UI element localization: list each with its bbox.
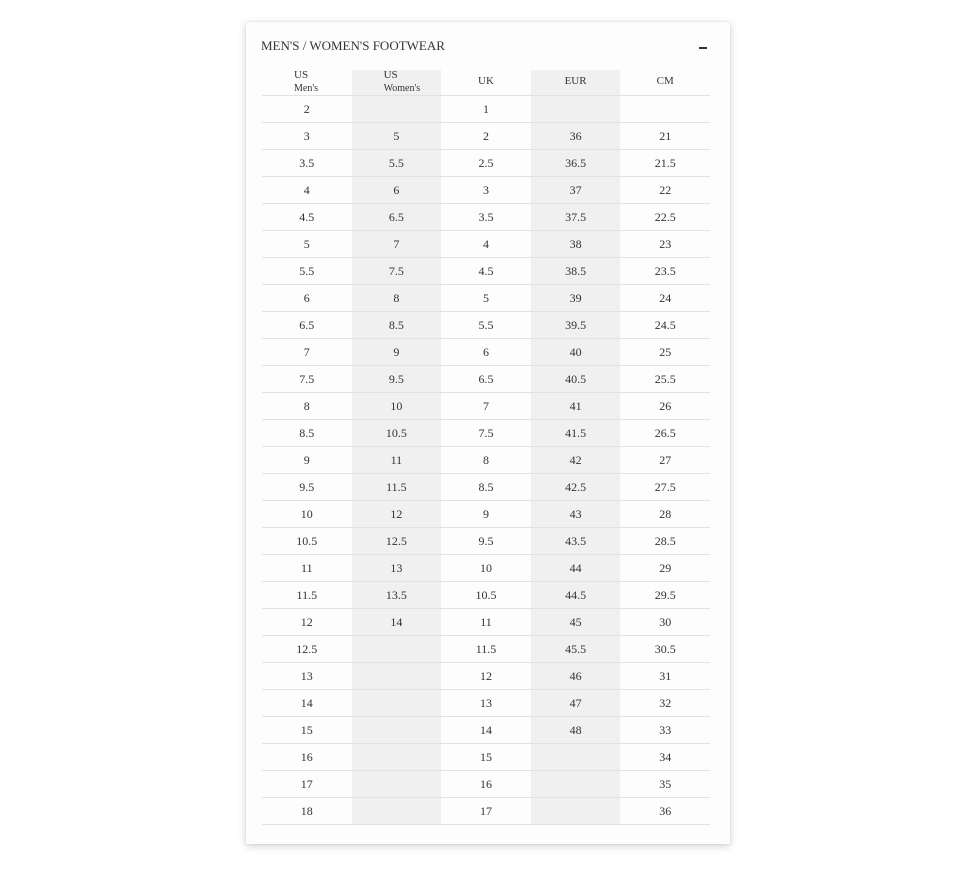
cell-us-womens: 5.5 — [352, 150, 442, 177]
table-row — [262, 204, 710, 231]
cell-eur: 41.5 — [531, 420, 621, 447]
cell-uk: 5 — [441, 285, 531, 312]
cell-us-womens: 7.5 — [352, 258, 442, 285]
table-row — [262, 528, 710, 555]
cell-us-mens: 4.5 — [262, 204, 352, 231]
table-row — [262, 96, 710, 123]
table-row — [262, 420, 710, 447]
cell-eur — [531, 771, 621, 798]
column-header-uk: UK — [441, 70, 531, 96]
table-row — [262, 501, 710, 528]
cell-us-womens: 5 — [352, 123, 442, 150]
cell-us-womens: 8.5 — [352, 312, 442, 339]
cell-eur: 45.5 — [531, 636, 621, 663]
cell-cm: 22 — [620, 177, 710, 204]
column-header-sublabel: Women's — [383, 83, 421, 94]
cell-uk: 12 — [441, 663, 531, 690]
cell-us-mens: 5.5 — [262, 258, 352, 285]
cell-eur — [531, 96, 621, 123]
cell-eur: 38 — [531, 231, 621, 258]
table-row — [262, 582, 710, 609]
cell-us-womens — [352, 96, 442, 123]
cell-uk: 8 — [441, 447, 531, 474]
cell-cm: 29 — [620, 555, 710, 582]
cell-us-mens: 3.5 — [262, 150, 352, 177]
cell-us-mens: 4 — [262, 177, 352, 204]
cell-uk: 2.5 — [441, 150, 531, 177]
cell-us-womens: 12 — [352, 501, 442, 528]
column-header-label: US — [294, 69, 309, 81]
column-header-sublabel: Men's — [294, 83, 319, 94]
cell-us-womens — [352, 744, 442, 771]
cell-uk: 14 — [441, 717, 531, 744]
column-header-eur: EUR — [531, 70, 621, 96]
table-row — [262, 258, 710, 285]
table-row — [262, 555, 710, 582]
cell-cm: 28.5 — [620, 528, 710, 555]
cell-cm: 32 — [620, 690, 710, 717]
cell-uk: 9.5 — [441, 528, 531, 555]
size-chart-panel — [246, 22, 730, 844]
cell-us-mens: 7.5 — [262, 366, 352, 393]
cell-us-womens — [352, 690, 442, 717]
cell-uk: 8.5 — [441, 474, 531, 501]
cell-uk: 15 — [441, 744, 531, 771]
cell-us-womens: 11 — [352, 447, 442, 474]
cell-eur — [531, 744, 621, 771]
cell-us-mens: 14 — [262, 690, 352, 717]
cell-us-mens: 7 — [262, 339, 352, 366]
cell-us-mens: 9 — [262, 447, 352, 474]
table-row — [262, 231, 710, 258]
table-row — [262, 690, 710, 717]
cell-us-womens: 6 — [352, 177, 442, 204]
table-body — [262, 96, 710, 825]
cell-eur: 37 — [531, 177, 621, 204]
cell-uk: 6.5 — [441, 366, 531, 393]
cell-us-womens: 8 — [352, 285, 442, 312]
table-row — [262, 393, 710, 420]
cell-cm: 33 — [620, 717, 710, 744]
cell-cm: 23.5 — [620, 258, 710, 285]
cell-eur: 40 — [531, 339, 621, 366]
cell-uk: 16 — [441, 771, 531, 798]
cell-eur: 38.5 — [531, 258, 621, 285]
cell-us-womens: 13.5 — [352, 582, 442, 609]
cell-us-mens: 2 — [262, 96, 352, 123]
cell-us-mens: 6 — [262, 285, 352, 312]
table-header-row — [262, 70, 710, 96]
cell-us-mens: 8 — [262, 393, 352, 420]
table-row — [262, 717, 710, 744]
cell-cm: 29.5 — [620, 582, 710, 609]
table-row — [262, 744, 710, 771]
cell-us-mens: 12.5 — [262, 636, 352, 663]
cell-eur: 43 — [531, 501, 621, 528]
table-row — [262, 177, 710, 204]
cell-us-womens — [352, 636, 442, 663]
column-header-label: US — [383, 69, 398, 81]
cell-eur: 37.5 — [531, 204, 621, 231]
cell-cm: 21 — [620, 123, 710, 150]
cell-us-mens: 5 — [262, 231, 352, 258]
cell-us-mens: 16 — [262, 744, 352, 771]
cell-eur: 47 — [531, 690, 621, 717]
cell-uk: 6 — [441, 339, 531, 366]
cell-uk: 17 — [441, 798, 531, 825]
cell-cm: 24 — [620, 285, 710, 312]
cell-us-womens: 9.5 — [352, 366, 442, 393]
table-row — [262, 285, 710, 312]
cell-cm: 30 — [620, 609, 710, 636]
size-table — [262, 70, 710, 825]
cell-us-mens: 15 — [262, 717, 352, 744]
table-row — [262, 663, 710, 690]
table-row — [262, 771, 710, 798]
column-header-us-womens — [352, 70, 442, 96]
cell-us-mens: 18 — [262, 798, 352, 825]
cell-us-mens: 17 — [262, 771, 352, 798]
cell-us-mens: 3 — [262, 123, 352, 150]
table-row — [262, 447, 710, 474]
cell-cm: 25 — [620, 339, 710, 366]
cell-eur: 48 — [531, 717, 621, 744]
cell-uk: 11 — [441, 609, 531, 636]
cell-us-womens: 10.5 — [352, 420, 442, 447]
cell-us-womens: 10 — [352, 393, 442, 420]
cell-eur: 40.5 — [531, 366, 621, 393]
cell-uk: 7 — [441, 393, 531, 420]
cell-eur: 42.5 — [531, 474, 621, 501]
cell-us-mens: 13 — [262, 663, 352, 690]
cell-us-mens: 10 — [262, 501, 352, 528]
table-row — [262, 339, 710, 366]
cell-us-mens: 12 — [262, 609, 352, 636]
table-row — [262, 366, 710, 393]
table-row — [262, 636, 710, 663]
table-row — [262, 609, 710, 636]
cell-uk: 9 — [441, 501, 531, 528]
cell-cm: 21.5 — [620, 150, 710, 177]
cell-cm: 27 — [620, 447, 710, 474]
cell-cm: 24.5 — [620, 312, 710, 339]
cell-uk: 4.5 — [441, 258, 531, 285]
cell-eur: 44.5 — [531, 582, 621, 609]
minus-icon[interactable] — [696, 36, 710, 50]
cell-eur: 44 — [531, 555, 621, 582]
cell-cm: 23 — [620, 231, 710, 258]
cell-us-womens: 12.5 — [352, 528, 442, 555]
cell-eur: 36 — [531, 123, 621, 150]
cell-cm: 30.5 — [620, 636, 710, 663]
panel-title: MEN'S / WOMEN'S FOOTWEAR — [261, 38, 445, 53]
cell-cm: 35 — [620, 771, 710, 798]
cell-cm: 28 — [620, 501, 710, 528]
cell-us-womens: 11.5 — [352, 474, 442, 501]
table-row — [262, 474, 710, 501]
cell-uk: 11.5 — [441, 636, 531, 663]
cell-uk: 13 — [441, 690, 531, 717]
cell-uk: 3 — [441, 177, 531, 204]
cell-eur — [531, 798, 621, 825]
cell-us-womens — [352, 771, 442, 798]
cell-cm: 31 — [620, 663, 710, 690]
cell-us-mens: 6.5 — [262, 312, 352, 339]
cell-eur: 45 — [531, 609, 621, 636]
cell-us-womens: 6.5 — [352, 204, 442, 231]
cell-us-mens: 10.5 — [262, 528, 352, 555]
column-header-us-mens — [262, 70, 352, 96]
cell-eur: 39 — [531, 285, 621, 312]
cell-cm: 36 — [620, 798, 710, 825]
cell-uk: 3.5 — [441, 204, 531, 231]
cell-us-womens — [352, 717, 442, 744]
cell-cm — [620, 96, 710, 123]
cell-cm: 22.5 — [620, 204, 710, 231]
cell-us-womens: 9 — [352, 339, 442, 366]
table-row — [262, 123, 710, 150]
table-row — [262, 798, 710, 825]
cell-eur: 43.5 — [531, 528, 621, 555]
cell-eur: 42 — [531, 447, 621, 474]
cell-cm: 27.5 — [620, 474, 710, 501]
cell-uk: 4 — [441, 231, 531, 258]
cell-us-womens: 13 — [352, 555, 442, 582]
table-row — [262, 150, 710, 177]
cell-us-womens — [352, 663, 442, 690]
cell-cm: 26.5 — [620, 420, 710, 447]
cell-uk: 7.5 — [441, 420, 531, 447]
cell-eur: 39.5 — [531, 312, 621, 339]
cell-us-womens: 7 — [352, 231, 442, 258]
cell-uk: 1 — [441, 96, 531, 123]
cell-cm: 34 — [620, 744, 710, 771]
column-header-cm: CM — [620, 70, 710, 96]
cell-uk: 10 — [441, 555, 531, 582]
cell-us-mens: 11.5 — [262, 582, 352, 609]
cell-eur: 46 — [531, 663, 621, 690]
cell-eur: 41 — [531, 393, 621, 420]
cell-cm: 25.5 — [620, 366, 710, 393]
cell-uk: 2 — [441, 123, 531, 150]
cell-us-mens: 8.5 — [262, 420, 352, 447]
cell-cm: 26 — [620, 393, 710, 420]
cell-us-womens — [352, 798, 442, 825]
cell-us-mens: 11 — [262, 555, 352, 582]
cell-us-womens: 14 — [352, 609, 442, 636]
cell-us-mens: 9.5 — [262, 474, 352, 501]
table-row — [262, 312, 710, 339]
cell-uk: 5.5 — [441, 312, 531, 339]
cell-uk: 10.5 — [441, 582, 531, 609]
cell-eur: 36.5 — [531, 150, 621, 177]
